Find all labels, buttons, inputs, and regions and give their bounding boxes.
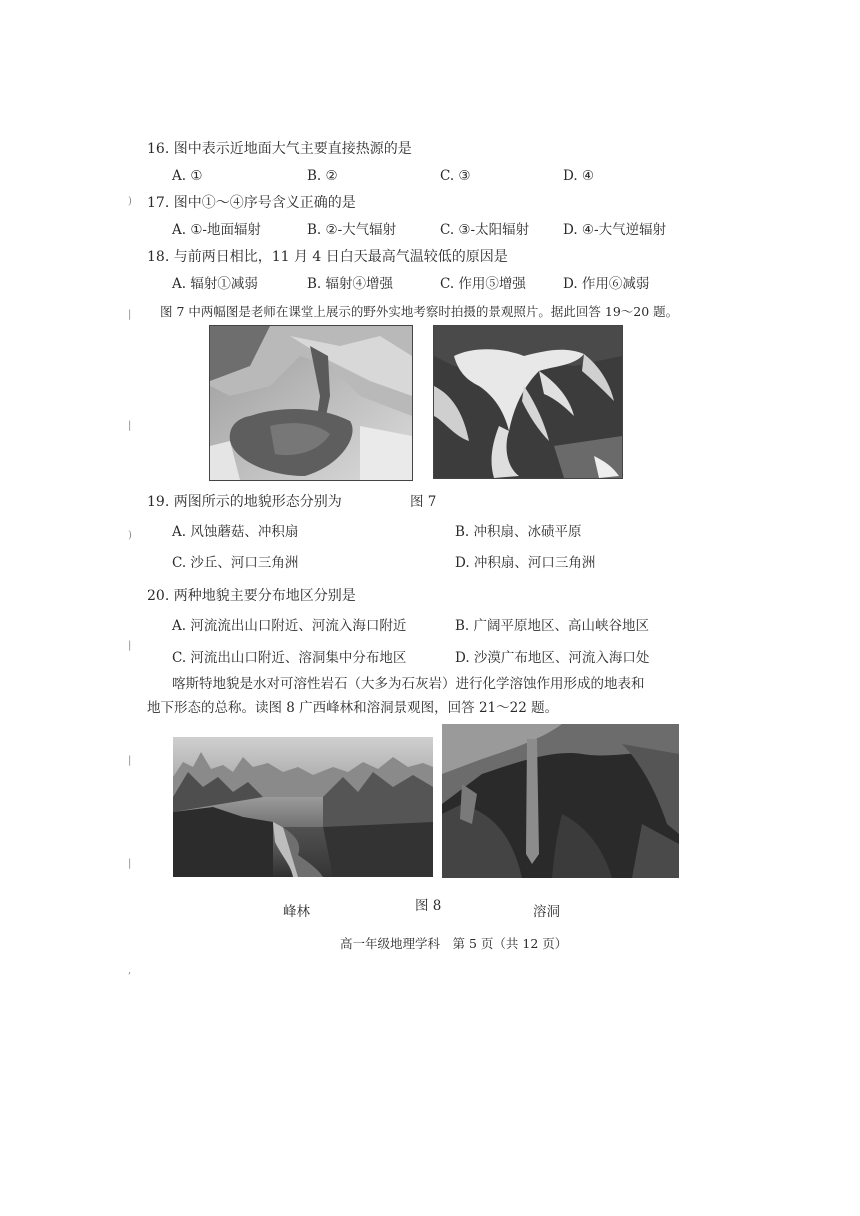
question-17-option-d: D. ④-大气逆辐射 — [563, 222, 667, 238]
fig8-intro-line2: 地下形态的总称。读图 8 广西峰林和溶洞景观图，回答 21～22 题。 — [147, 700, 559, 716]
question-20-option-a: A. 河流流出山口附近、河流入海口附近 — [172, 618, 407, 634]
fig7-caption: 图 7 — [410, 494, 437, 510]
question-18-option-b: B. 辐射④增强 — [307, 276, 394, 292]
question-20-option-b: B. 广阔平原地区、高山峡谷地区 — [455, 618, 650, 634]
question-18-option-a: A. 辐射①减弱 — [172, 276, 258, 292]
question-18-option-d: D. 作用⑥减弱 — [563, 276, 650, 292]
question-16-option-a: A. ① — [172, 168, 203, 184]
river-delta-photo — [433, 325, 623, 479]
question-16-option-d: D. ④ — [563, 168, 595, 184]
question-20-stem: 20. 两种地貌主要分布地区分别是 — [147, 588, 356, 604]
margin-mark: ) — [128, 196, 132, 207]
question-16-stem: 16. 图中表示近地面大气主要直接热源的是 — [147, 141, 412, 157]
alluvial-fan-photo — [209, 325, 413, 481]
question-17-stem: 17. 图中①～④序号含义正确的是 — [147, 195, 356, 211]
margin-mark: | — [128, 755, 132, 766]
question-19-option-c: C. 沙丘、河口三角洲 — [172, 555, 299, 571]
margin-mark: | — [128, 640, 132, 651]
margin-mark: , — [128, 965, 132, 976]
fig8-caption: 图 8 — [415, 898, 442, 914]
question-19-option-a: A. 风蚀蘑菇、冲积扇 — [172, 524, 299, 540]
fig8-label-right: 溶洞 — [533, 904, 560, 920]
question-16-option-c: C. ③ — [440, 168, 471, 184]
margin-mark: ) — [128, 530, 132, 541]
question-17-option-c: C. ③-太阳辐射 — [440, 222, 530, 238]
margin-mark: | — [128, 858, 132, 869]
page-footer: 高一年级地理学科 第 5 页（共 12 页） — [340, 936, 568, 951]
question-20-option-d: D. 沙漠广布地区、河流入海口处 — [455, 650, 650, 666]
question-18-option-c: C. 作用⑤增强 — [440, 276, 526, 292]
margin-mark: | — [128, 309, 132, 320]
fig7-intro: 图 7 中两幅图是老师在课堂上展示的野外实地考察时拍摄的景观照片。据此回答 19～20 题。 — [160, 304, 679, 319]
peak-forest-photo — [173, 737, 433, 877]
karst-cave-photo — [442, 724, 679, 878]
question-19-option-d: D. 冲积扇、河口三角洲 — [455, 555, 596, 571]
question-18-stem: 18. 与前两日相比，11 月 4 日白天最高气温较低的原因是 — [147, 249, 508, 265]
fig8-label-left: 峰林 — [283, 904, 310, 920]
question-19-option-b: B. 冲积扇、冰碛平原 — [455, 524, 582, 540]
question-19-stem: 19. 两图所示的地貌形态分别为 — [147, 494, 342, 510]
fig8-intro-line1: 喀斯特地貌是水对可溶性岩石（大多为石灰岩）进行化学溶蚀作用形成的地表和 — [172, 676, 645, 692]
question-17-option-a: A. ①-地面辐射 — [172, 222, 261, 238]
question-16-option-b: B. ② — [307, 168, 338, 184]
question-20-option-c: C. 河流出山口附近、溶洞集中分布地区 — [172, 650, 407, 666]
margin-mark: | — [128, 420, 132, 431]
question-17-option-b: B. ②-大气辐射 — [307, 222, 397, 238]
